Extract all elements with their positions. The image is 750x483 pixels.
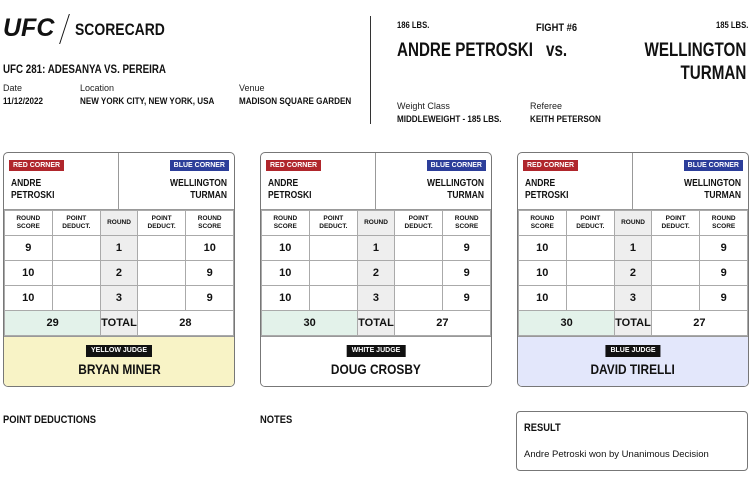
venue-value: MADISON SQUARE GARDEN (239, 96, 352, 107)
blue-weight: 185 LBS. (716, 20, 749, 30)
blue-point-deduct (651, 286, 700, 311)
blue-point-deduct (394, 286, 443, 311)
blue-point-deduct (651, 236, 700, 261)
judge-name-text: BRYAN MINER (77, 361, 161, 377)
total-label: TOTAL (615, 311, 652, 336)
total-row (262, 311, 491, 336)
blue-first-name: WELLINGTON (170, 178, 227, 189)
round-header: ROUND (615, 211, 652, 236)
red-round-score: 9 (5, 236, 53, 261)
round-number: 3 (615, 286, 652, 311)
blue-total: 28 (137, 311, 233, 336)
result-text: Andre Petroski won by Unanimous Decision (524, 449, 709, 460)
blue-total: 27 (394, 311, 490, 336)
red-point-deduct (52, 236, 101, 261)
fight-number: FIGHT #6 (536, 22, 578, 34)
blue-round-score: 10 (186, 236, 234, 261)
blue-corner-fighter (684, 178, 741, 202)
corner-header (261, 153, 491, 210)
blue-point-deduct-header: POINT DEDUCT. (137, 211, 186, 236)
date-label: Date (3, 83, 23, 93)
round-row (5, 286, 234, 311)
location-label: Location (80, 83, 115, 93)
result-heading: RESULT (524, 422, 561, 434)
blue-round-score: 9 (443, 261, 491, 286)
total-row (5, 311, 234, 336)
blue-round-score: 9 (700, 286, 748, 311)
judge-name-text: DOUG CROSBY (331, 361, 421, 377)
red-point-deduct-header: POINT DEDUCT. (309, 211, 358, 236)
blue-fighter-last: TURMAN (680, 63, 746, 84)
red-corner-fighter (268, 178, 311, 202)
red-last-name: PETROSKI (525, 190, 569, 201)
round-number: 2 (615, 261, 652, 286)
judge-label: YELLOW JUDGE (86, 345, 152, 357)
blue-last-name: TURMAN (190, 190, 227, 201)
score-table (4, 210, 234, 336)
judge-name (518, 361, 748, 377)
red-round-score: 10 (519, 261, 567, 286)
blue-round-score-header: ROUND SCORE (700, 211, 748, 236)
score-table (261, 210, 491, 336)
red-weight: 186 LBS. (397, 20, 430, 30)
blue-round-score: 9 (700, 261, 748, 286)
red-round-score-header: ROUND SCORE (262, 211, 310, 236)
red-point-deduct (566, 286, 615, 311)
red-point-deduct-header: POINT DEDUCT. (52, 211, 101, 236)
judge-name (4, 361, 234, 377)
result-box (516, 411, 748, 471)
red-point-deduct (309, 261, 358, 286)
round-number: 3 (358, 286, 395, 311)
point-deductions-heading: POINT DEDUCTIONS (3, 414, 96, 426)
blue-point-deduct-header: POINT DEDUCT. (394, 211, 443, 236)
judge-name (261, 361, 491, 377)
round-row (5, 236, 234, 261)
total-row (519, 311, 748, 336)
red-total: 30 (519, 311, 615, 336)
blue-point-deduct (137, 286, 186, 311)
red-round-score-header: ROUND SCORE (519, 211, 567, 236)
red-corner-badge: RED CORNER (266, 160, 321, 171)
round-number: 1 (101, 236, 138, 261)
red-point-deduct (309, 286, 358, 311)
round-row (519, 286, 748, 311)
judge-footer (261, 336, 491, 387)
blue-point-deduct (651, 261, 700, 286)
round-header: ROUND (358, 211, 395, 236)
vs-label: vs. (546, 40, 568, 61)
blue-point-deduct-header: POINT DEDUCT. (651, 211, 700, 236)
blue-total: 27 (651, 311, 747, 336)
location-value: NEW YORK CITY, NEW YORK, USA (80, 96, 215, 107)
blue-round-score: 9 (443, 286, 491, 311)
date-value: 11/12/2022 (3, 96, 43, 107)
total-label: TOTAL (358, 311, 395, 336)
red-corner-badge: RED CORNER (9, 160, 64, 171)
red-point-deduct (566, 236, 615, 261)
red-point-deduct (52, 261, 101, 286)
red-round-score: 10 (5, 286, 53, 311)
red-point-deduct (52, 286, 101, 311)
red-round-score: 10 (519, 286, 567, 311)
red-round-score: 10 (519, 236, 567, 261)
round-row (262, 261, 491, 286)
blue-round-score: 9 (186, 286, 234, 311)
judge-name-text: DAVID TIRELLI (590, 361, 676, 377)
blue-round-score: 9 (186, 261, 234, 286)
blue-point-deduct (137, 236, 186, 261)
blue-point-deduct (394, 236, 443, 261)
blue-last-name: TURMAN (447, 190, 484, 201)
corner-divider (118, 153, 119, 209)
judge-card (517, 152, 749, 387)
blue-corner-fighter (427, 178, 484, 202)
blue-round-score-header: ROUND SCORE (186, 211, 234, 236)
red-first-name: ANDRE (525, 178, 556, 189)
judge-card (3, 152, 235, 387)
referee-value: KEITH PETERSON (530, 114, 601, 125)
referee-label: Referee (530, 101, 563, 111)
red-total: 30 (262, 311, 358, 336)
red-point-deduct-header: POINT DEDUCT. (566, 211, 615, 236)
weight-class-value: MIDDLEWEIGHT - 185 LBS. (397, 114, 502, 125)
red-round-score: 10 (262, 261, 310, 286)
judge-footer (4, 336, 234, 387)
corner-header (4, 153, 234, 210)
round-row (5, 261, 234, 286)
blue-point-deduct (394, 261, 443, 286)
round-header: ROUND (101, 211, 138, 236)
round-row (262, 236, 491, 261)
red-round-score-header: ROUND SCORE (5, 211, 53, 236)
round-number: 3 (101, 286, 138, 311)
blue-first-name: WELLINGTON (684, 178, 741, 189)
blue-first-name: WELLINGTON (427, 178, 484, 189)
red-round-score: 10 (5, 261, 53, 286)
judge-footer (518, 336, 748, 387)
score-header-row (5, 211, 234, 236)
red-first-name: ANDRE (11, 178, 42, 189)
blue-round-score: 9 (700, 236, 748, 261)
blue-fighter-first: WELLINGTON (644, 40, 746, 61)
event-name: UFC 281: ADESANYA VS. PEREIRA (3, 64, 166, 76)
notes-heading: NOTES (260, 414, 293, 426)
blue-corner-fighter (170, 178, 227, 202)
corner-divider (632, 153, 633, 209)
round-number: 2 (101, 261, 138, 286)
scorecard-title: SCORECARD (75, 20, 165, 39)
red-round-score: 10 (262, 236, 310, 261)
total-label: TOTAL (101, 311, 138, 336)
blue-round-score: 9 (443, 236, 491, 261)
weight-class-label: Weight Class (397, 101, 450, 111)
red-corner-fighter (11, 178, 54, 202)
score-table (518, 210, 748, 336)
red-round-score: 10 (262, 286, 310, 311)
ufc-logo: UFC (3, 14, 55, 42)
venue-label: Venue (239, 83, 265, 93)
logo-divider (59, 14, 70, 44)
blue-point-deduct (137, 261, 186, 286)
red-point-deduct (566, 261, 615, 286)
round-number: 1 (615, 236, 652, 261)
blue-corner-badge: BLUE CORNER (427, 160, 486, 171)
red-last-name: PETROSKI (268, 190, 312, 201)
judge-label: WHITE JUDGE (347, 345, 406, 357)
red-fighter-name: ANDRE PETROSKI (397, 40, 533, 61)
red-first-name: ANDRE (268, 178, 299, 189)
round-row (262, 286, 491, 311)
round-number: 2 (358, 261, 395, 286)
blue-corner-badge: BLUE CORNER (684, 160, 743, 171)
judge-card (260, 152, 492, 387)
blue-last-name: TURMAN (704, 190, 741, 201)
score-header-row (519, 211, 748, 236)
red-last-name: PETROSKI (11, 190, 55, 201)
red-point-deduct (309, 236, 358, 261)
corner-divider (375, 153, 376, 209)
blue-corner-badge: BLUE CORNER (170, 160, 229, 171)
round-row (519, 236, 748, 261)
blue-round-score-header: ROUND SCORE (443, 211, 491, 236)
round-row (519, 261, 748, 286)
red-total: 29 (5, 311, 101, 336)
corner-header (518, 153, 748, 210)
score-header-row (262, 211, 491, 236)
header-divider (370, 16, 371, 124)
red-corner-fighter (525, 178, 568, 202)
judge-label: BLUE JUDGE (605, 345, 660, 357)
red-corner-badge: RED CORNER (523, 160, 578, 171)
round-number: 1 (358, 236, 395, 261)
